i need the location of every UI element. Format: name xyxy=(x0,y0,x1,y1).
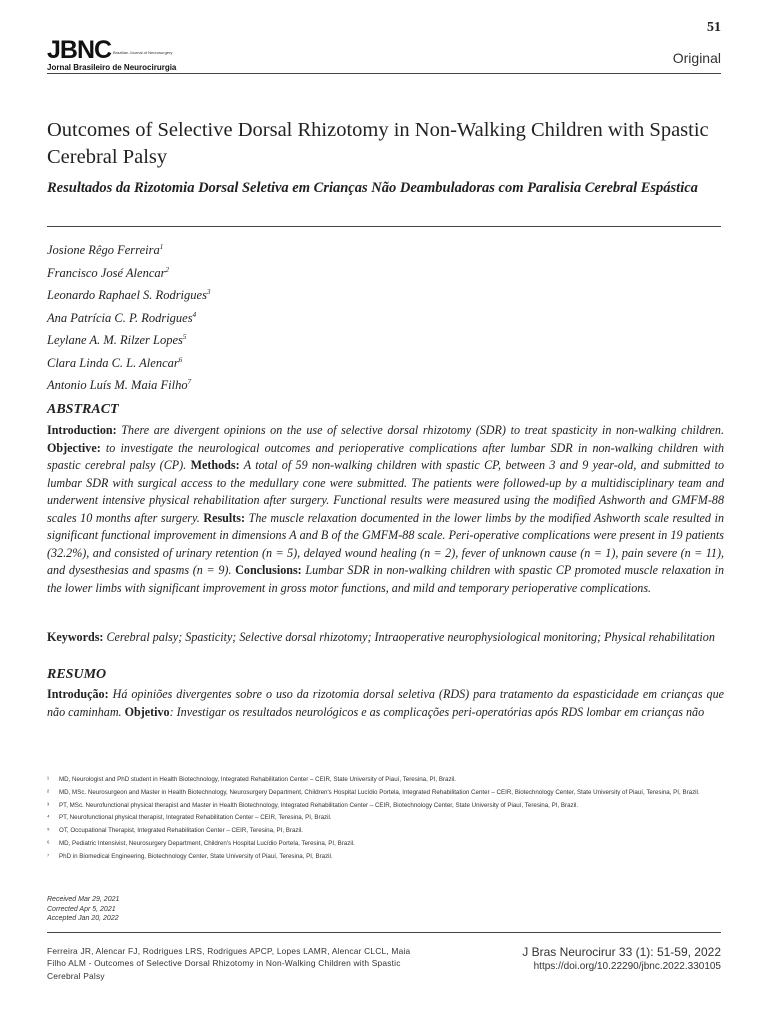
resumo-heading: RESUMO xyxy=(47,667,107,682)
footnote: ⁶ MD, Pediatric Intensivist, Neurosurgery Department, Children's Hospital Lucídio Portela, Teresina, PI, Brazil. xyxy=(47,839,355,847)
author: Francisco José Alencar$^2$ xyxy=(47,265,169,280)
footnote: ¹ MD, Neurologist and PhD student in Health Biotechnology, Integrated Rehabilitation Center – CEIR, State University of Piauí, Teresina, PI, Brazil. xyxy=(47,776,457,783)
title-rule xyxy=(47,226,721,227)
article-dates xyxy=(47,895,119,924)
doi-link[interactable]: https://doi.org/10.22290/jbnc.2022.330105 xyxy=(533,961,721,972)
footer-rule xyxy=(47,932,721,933)
logo-tagline: Brazilian Journal of Neurosurgery xyxy=(113,50,173,55)
author: Antonio Luís M. Maia Filho$^7$ xyxy=(47,378,192,393)
footnote: ⁵ OT, Occupational Therapist, Integrated Rehabilitation Center – CEIR, Teresina, PI, Brazil. xyxy=(47,827,303,835)
abstract-body: Introduction: There are divergent opinions on the use of selective dorsal rhizotomy (SDR) to treat spasticity in non-walking children. Objective: to investigate the neurological outcomes and perioperative complications after lumbar SDR in non-walking children with spastic cerebral palsy (CP). Methods: A total of 59 non-walking children with spastic CP, between 3 and 9 year-old, and submitted to lumbar SDR with surgical access to the medullary cone were submitted. The patients were followed-up by a multidisciplinary team and underwent intensive physical rehabilitation after surgery. Functional results were measured using the modified Ashworth and GMFM-88 scales 10 months after surgery. Results: The muscle relaxation documented in the lower limbs by the modified Ashworth scale resulted in significant functional improvement in dimensions A and B of the GMFM-88 scale. Peri-operative complications were present in 19 patients (32.2%), and consisted of urinary retention (n = 5), delayed wound healing (n = 2), fever of unknown cause (n = 1), pain severe (n = 11), and dysesthesias and spasms (n = 9). Conclusions: Lumbar SDR in non-walking children with spastic CP promoted muscle relaxation in the lower limbs with significant improvement in gross motor functions, and mild and temporary perioperative complications. xyxy=(47,423,724,595)
author: Josione Rêgo Ferreira$^1$ xyxy=(47,243,164,258)
header-rule xyxy=(47,73,721,74)
author: Ana Patrícia C. P. Rodrigues$^4$ xyxy=(47,310,197,325)
author: Leylane A. M. Rilzer Lopes$^5$ xyxy=(47,333,187,348)
journal-logo xyxy=(47,36,177,74)
author: Clara Linda C. L. Alencar$^6$ xyxy=(47,355,183,370)
section-label: Original xyxy=(672,50,721,66)
footnote: ⁴ PT, Neurofunctional physical therapist, Integrated Rehabilitation Center – CEIR, Teresina, PI, Brazil. xyxy=(47,814,332,822)
logo-wordmark: JBNC xyxy=(47,36,112,64)
author-list xyxy=(47,238,210,396)
corrected-date: Corrected Apr 5, 2021 xyxy=(47,905,116,913)
journal-issue: J Bras Neurocirur 33 (1): 51-59, 2022 xyxy=(522,945,721,959)
footnote: ³ PT, MSc. Neurofunctional physical therapist and Master in Health Biotechnology, Integrated Rehabilitation Center – CEIR, Biotechnology Center, State University of Piauí, Teresina, PI, Brazil. xyxy=(47,801,579,809)
footnotes xyxy=(47,775,727,865)
article-subtitle: Resultados da Rizotomia Dorsal Seletiva em Crianças Não Deambuladoras com Paralisia Cerebral Espástica xyxy=(47,180,698,196)
accepted-date: Accepted Jan 20, 2022 xyxy=(47,915,119,923)
article-title: Outcomes of Selective Dorsal Rhizotomy in Non-Walking Children with Spastic Cerebral Palsy xyxy=(47,119,709,168)
keywords: Keywords: Cerebral palsy; Spasticity; Selective dorsal rhizotomy; Intraoperative neurophysiological monitoring; Physical rehabilitation xyxy=(47,630,715,644)
author: Leonardo Raphael S. Rodrigues$^3$ xyxy=(47,288,211,303)
page-number: 51 xyxy=(707,20,721,35)
footnote: ⁷ PhD in Biomedical Engineering, Biotechnology Center, State University of Piauí, Teresina, PI, Brazil. xyxy=(47,852,333,860)
received-date: Received Mar 29, 2021 xyxy=(47,896,120,903)
logo-subtitle: Jornal Brasileiro de Neurocirurgia xyxy=(47,63,177,72)
footnote: ² MD, MSc. Neurosurgeon and Master in Health Biotechnology, Neurosurgery Department, Children's Hospital Lucídio Portela, Integrated Rehabilitation Center – CEIR, Biotechnology Center, State University of Piauí, Teresina, PI, Brazil. xyxy=(47,788,700,796)
citation: Ferreira JR, Alencar FJ, Rodrigues LRS, Rodrigues APCP, Lopes LAMR, Alencar CLCL, Maia Filho ALM - Outcomes of Selective Dorsal Rhizotomy in Non-Walking Children with Spastic Cerebral Palsy xyxy=(47,946,411,981)
journal-reference xyxy=(522,944,721,974)
abstract-heading: ABSTRACT xyxy=(47,402,119,417)
resumo-body: Introdução: Há opiniões divergentes sobre o uso da rizotomia dorsal seletiva (RDS) para tratamento da espasticidade em crianças que não caminham. Objetivo: Investigar os resultados neurológicos e as complicações peri-operatórias após RDS lombar em crianças não xyxy=(47,687,724,719)
